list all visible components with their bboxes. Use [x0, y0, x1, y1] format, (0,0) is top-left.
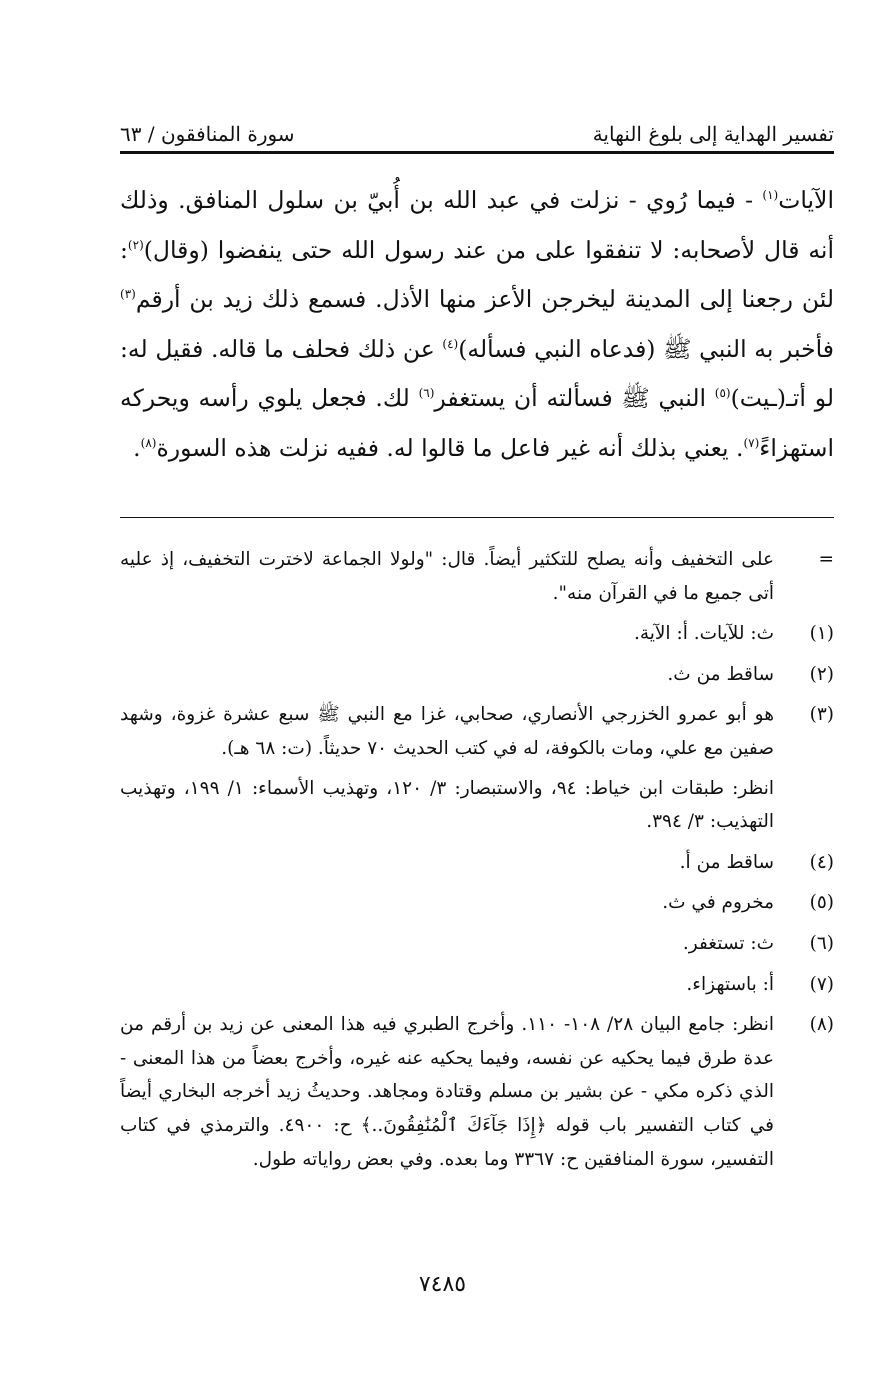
footnote-ref: (٨) — [140, 436, 157, 451]
footnote-marker: (٤) — [809, 851, 834, 873]
footnote-marker: (٥) — [809, 892, 834, 914]
footnote-item — [120, 927, 834, 961]
footnote-body — [120, 543, 774, 610]
footnote-item — [120, 543, 834, 610]
footnote-text: ساقط من أ. — [679, 851, 774, 873]
text-segment: النبي ﷺ فسألته أن يستغفر — [434, 384, 715, 413]
text-segment: - فيما رُوي - نزلت في عبد الله بن أُبيّ بن سلول المنافق. وذلك أنه قال لأصحابه: لا تنفقوا على من عند رسول الله حتى ينفضوا (وقال) — [120, 186, 834, 264]
text-segment: عن ذلك فحلف ما قاله. فقيل له: لو أتـ(ـيت) — [120, 334, 835, 413]
footnote-marker: (١) — [809, 623, 834, 645]
footnote-body — [120, 658, 774, 692]
text-segment: فأخبر به النبي ﷺ (فدعاه النبي فسأله) — [458, 334, 834, 363]
footnote-item — [120, 846, 834, 880]
footnote-text: انظر: طبقات ابن خياط: ٩٤، والاستبصار: ٣/ ١٢٠، وتهذيب الأسماء: ١/ ١٩٩، وتهذيب التهذيب: ٣/ ٣٩٤. — [120, 777, 774, 833]
footnote-ref: (٣) — [120, 287, 136, 302]
footnote-item — [120, 698, 834, 838]
text-segment: الآيات — [778, 186, 834, 214]
footnote-marker: (٢) — [809, 663, 834, 685]
footnote-text: ث: للآيات. أ: الآية. — [633, 623, 774, 645]
footnote-item — [120, 1008, 834, 1176]
main-paragraph — [120, 176, 834, 474]
footnote-ref: (٦) — [418, 386, 435, 401]
footnote-text: مخروم في ث. — [662, 892, 774, 914]
footnote-marker: (٨) — [809, 1014, 834, 1036]
footnote-body — [120, 927, 774, 961]
footnote-body — [120, 617, 774, 651]
section-title: سورة المنافقون / ٦٣ — [120, 122, 295, 146]
footnote-item — [120, 658, 834, 692]
footnote-item — [120, 968, 834, 1002]
footnote-body — [120, 886, 774, 920]
footnote-marker: (٧) — [809, 973, 834, 995]
footnote-rule — [120, 517, 834, 518]
footnotes — [120, 543, 834, 1183]
footnote-body — [120, 698, 774, 838]
footnote-ref: (٢) — [127, 237, 144, 252]
book-title: تفسير الهداية إلى بلوغ النهاية — [592, 122, 834, 146]
footnote-text: هو أبو عمرو الخزرجي الأنصاري، صحابي، غزا مع النبي ﷺ سبع عشرة غزوة، وشهد صفين مع علي، ومات بالكوفة، له في كتب الحديث ٧٠ حديثاً. (ت: ٦٨ هـ). — [120, 704, 774, 759]
main-body-text — [120, 176, 834, 474]
page-number: ٧٤٨٥ — [418, 1272, 467, 1297]
text-segment: . — [133, 433, 141, 462]
footnote-text: ث: تستغفر. — [682, 932, 774, 954]
footnote-text: انظر: جامع البيان ٢٨/ ١٠٨- ١١٠. وأخرج الطبري فيه هذا المعنى عن زيد بن أرقم من عدة طرق فيما يحكيه عن نفسه، وفيما يحكيه عنه غيره، وأخرج بعضاً من هذا المعنى - الذي ذكره مكي - عن بشير بن مسلم وقتادة ومجاهد. وحديثُ زيد أخرجه البخاري أيضاً في كتاب التفسير باب قوله ﴿إِذَا جَآءَكَ ٱلْمُنَٰفِقُونَ..﴾ ح: ٤٩٠٠. والترمذي في كتاب التفسير، سورة المنافقين ح: ٣٣٦٧ وما بعده. وفي بعض رواياته طول. — [120, 1014, 774, 1170]
text-segment: . يعني بذلك أنه غير فاعل ما قالوا له. ففيه نزلت هذه السورة — [156, 433, 744, 462]
footnote-item — [120, 617, 834, 651]
footnote-body — [120, 846, 774, 880]
text-segment: لك. فجعل يلوي رأسه ويحركه استهزاءً — [120, 384, 834, 462]
footnote-ref: (٧) — [743, 436, 760, 451]
footnote-body — [120, 1008, 774, 1176]
footnote-text: على التخفيف وأنه يصلح للتكثير أيضاً. قال: "ولولا الجماعة لاخترت التخفيف، إذ عليه أتى جميع ما في القرآن منه". — [120, 549, 774, 604]
footnote-item — [120, 886, 834, 920]
footnote-body — [120, 968, 774, 1002]
footnote-text: ساقط من ث. — [667, 663, 774, 685]
footnote-ref: (٥) — [714, 386, 731, 401]
footnote-ref: (٤) — [442, 336, 459, 351]
text-segment: : لئن رجعنا إلى المدينة ليخرجن الأعز منها الأذل. فسمع ذلك زيد بن أرقم — [120, 235, 834, 314]
running-header — [120, 110, 834, 146]
footnote-marker: = — [818, 549, 834, 570]
header-rule — [120, 151, 834, 154]
footnote-text: أ: باستهزاء. — [686, 973, 774, 995]
footnote-ref: (١) — [762, 188, 779, 203]
footnote-marker: (٣) — [809, 704, 834, 726]
footnote-marker: (٦) — [809, 932, 834, 954]
